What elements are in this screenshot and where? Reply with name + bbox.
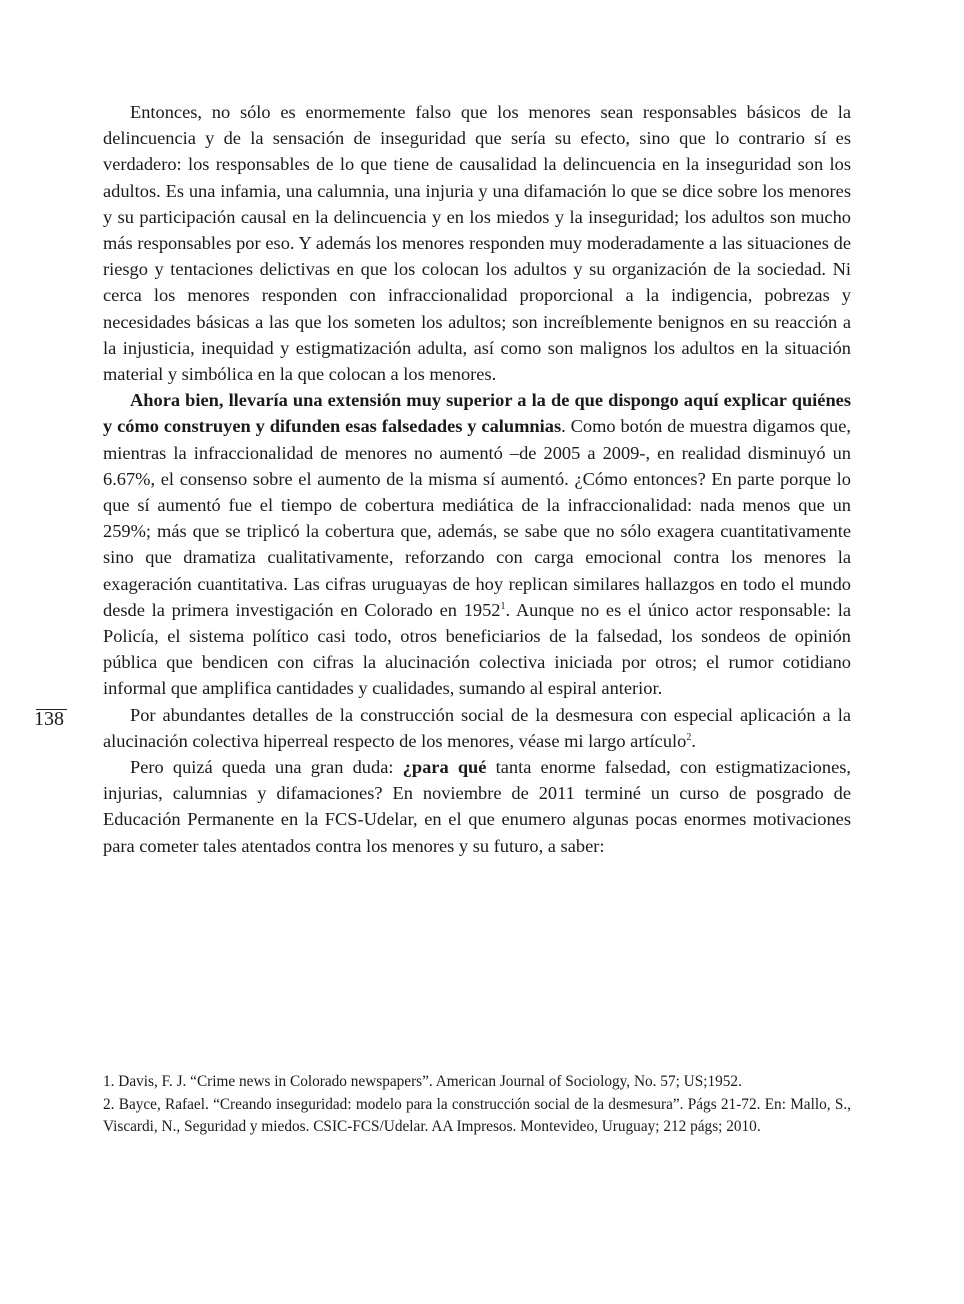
body-text [103, 99, 851, 859]
footnote-ref[interactable]: 2 [686, 731, 692, 743]
paragraph-text: . [691, 730, 696, 751]
paragraph [103, 99, 851, 387]
footnote: 2. Bayce, Rafael. “Creando inseguridad: modelo para la construcción social de la desmesura”. Págs 21-72. En: Mallo, S., Viscardi, N., Seguridad y miedos. CSIC-FCS/Udelar. AA Impresos. Montevideo, Uruguay; 212 págs; 2010. [103, 1095, 851, 1136]
page-number: 138 [34, 708, 64, 730]
paragraph-text: . Como botón de muestra digamos que, mientras la infraccionalidad de menores no aumentó –de 2005 a 2009-, en realidad disminuyó un 6.67%, el consenso sobre el aumento de la misma sí aumentó. ¿Cómo entonces? En parte porque lo que sí aumentó fue el tiempo de cobertura mediática de la infraccionalidad: nada menos que un 259%; más que se triplicó la cobertura que, además, se sabe que no sólo exagera cuantitativamente sino que dramatiza cualitativamente, reforzando con carga emocional contra los menores la exageración cuantitativa. Las cifras uruguayas de hoy replican similares hallazgos en todo el mundo desde la primera investigación en Colorado en 1952 [103, 416, 851, 620]
paragraph [103, 702, 851, 754]
footnotes [103, 1071, 851, 1139]
bold-phrase: ¿para qué [402, 757, 487, 778]
bold-lead: Ahora bien, llevaría una extensión muy superior a la de que dispongo aquí explicar quiénes y cómo construyen y difunden esas falsedades y calumnias [103, 390, 851, 437]
paragraph [103, 754, 851, 859]
paragraph-text: Por abundantes detalles de la construcción social de la desmesura con especial aplicación a la alucinación colectiva hiperreal respecto de los menores, véase mi largo artículo [103, 704, 851, 751]
paragraph [103, 387, 851, 701]
footnote: 1. Davis, F. J. “Crime news in Colorado newspapers”. American Journal of Sociology, No. 57; US;1952. [103, 1073, 742, 1090]
footnote-ref[interactable]: 1 [500, 600, 506, 612]
paragraph-text: . Aunque no es el único actor responsable: la Policía, el sistema político casi todo, otros beneficiarios de la falsedad, los sondeos de opinión pública que bendicen con cifras la alucinación colectiva iniciada por otros; el rumor cotidiano informal que amplifica cantidades y cualidades, sumando al espiral anterior. [103, 599, 851, 699]
paragraph-text: tanta enorme falsedad, con estigmatizaciones, injurias, calumnias y difamaciones? En noviembre de 2011 terminé un curso de posgrado de Educación Permanente en la FCS-Udelar, en el que enumero algunas pocas enormes motivaciones para cometer tales atentados contra los menores y su futuro, a saber: [103, 757, 851, 856]
paragraph-text: Pero quizá queda una gran duda: [130, 757, 403, 778]
paragraph-text: Entonces, no sólo es enormemente falso que los menores sean responsables básicos de la delincuencia y de la sensación de inseguridad que sería su efecto, sino que lo contrario sí es verdadero: los responsables de lo que tiene de causalidad la delincuencia en la inseguridad son los adultos. Es una infamia, una calumnia, una injuria y una difamación lo que se dice sobre los menores y su participación causal en la delincuencia y en los miedos y la inseguridad; los adultos son mucho más responsables por eso. Y además los menores responden muy moderadamente a las situaciones de riesgo y tentaciones delictivas en que los colocan los adultos y su organización de la sociedad. Ni cerca los menores responden con infraccionalidad proporcional a la indigencia, pobrezas y necesidades básicas a las que los someten los adultos; son increíblemente benignos en su reacción a la injusticia, inequidad y estigmatización adulta, así como son malignos los adultos en la situación material y simbólica en la que colocan a los menores. [103, 102, 851, 385]
